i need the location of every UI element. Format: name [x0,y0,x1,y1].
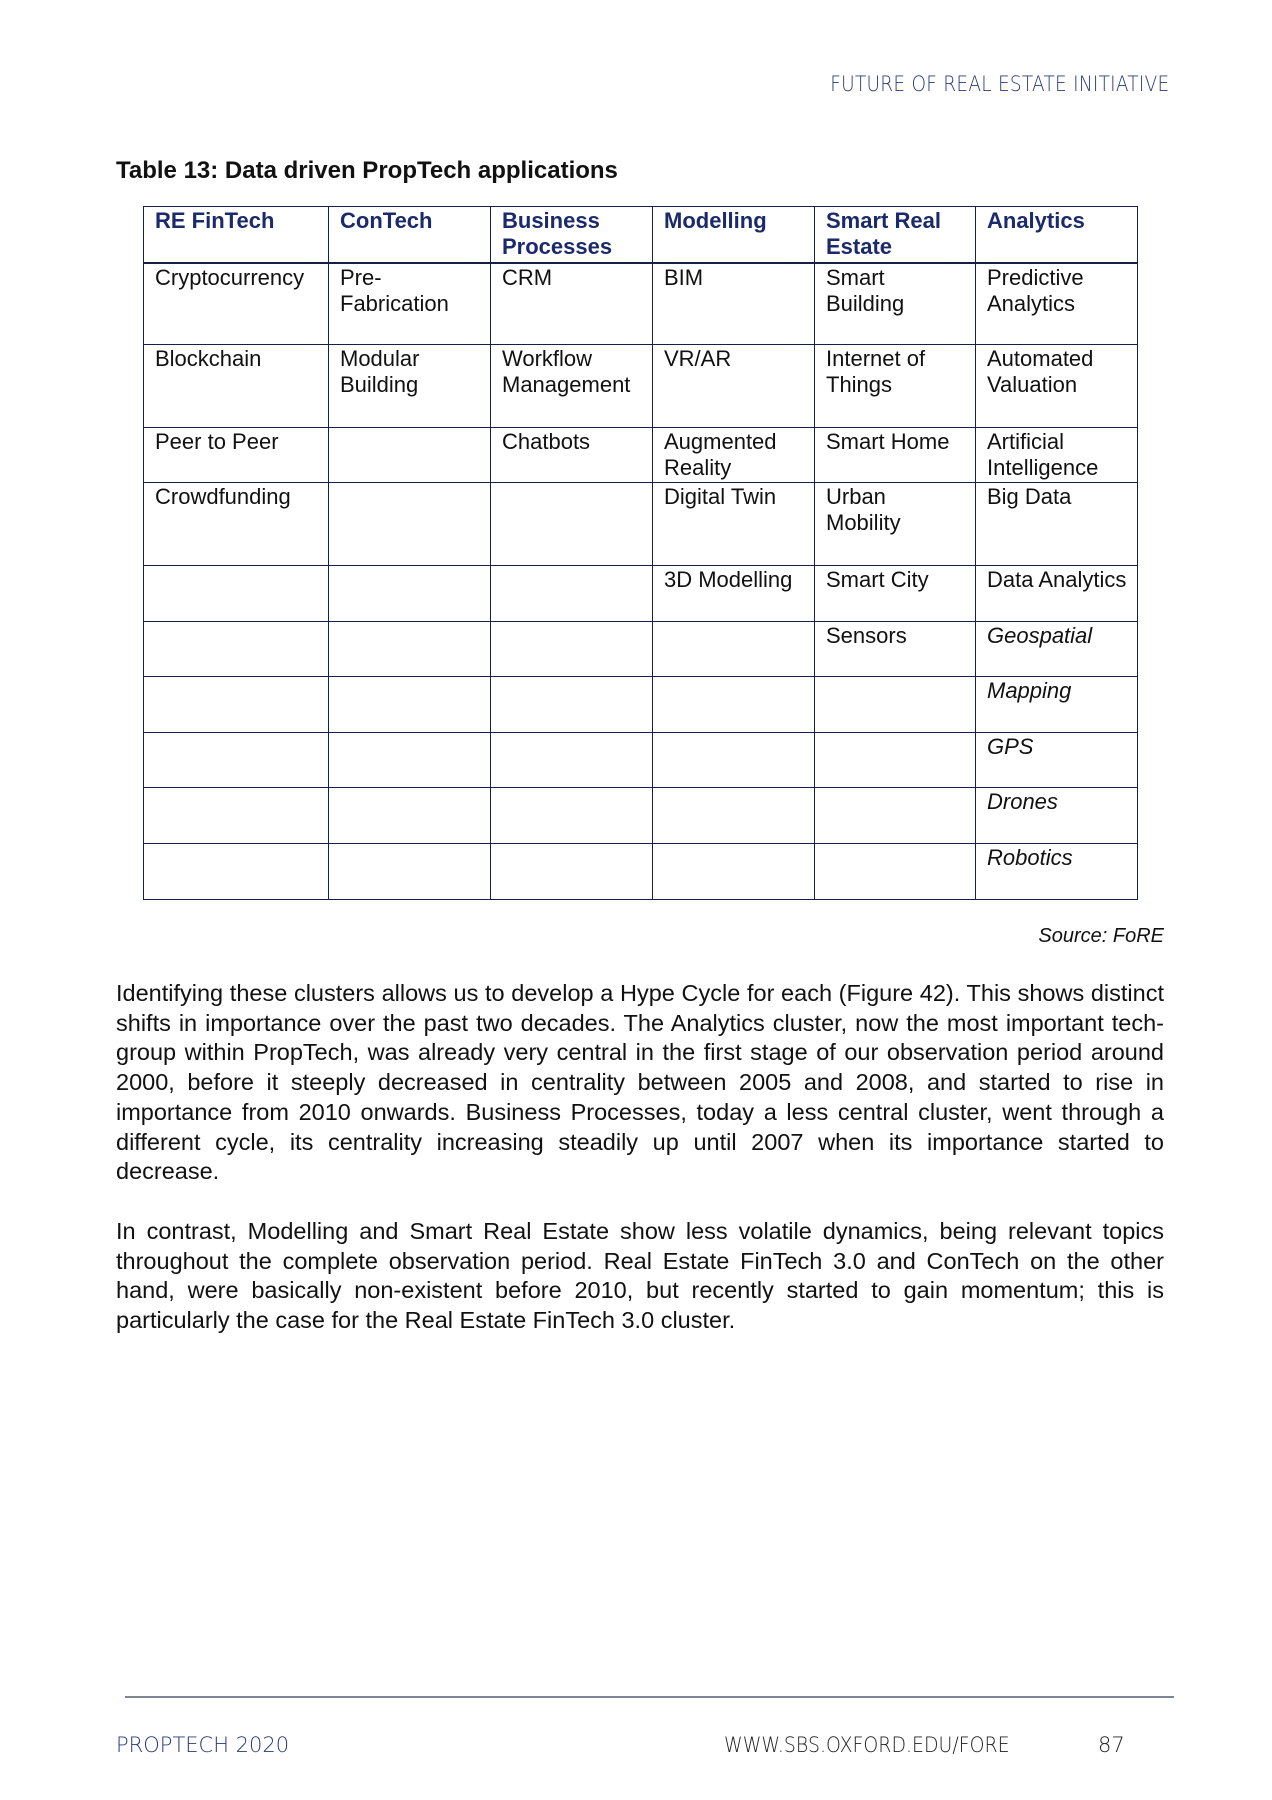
table-caption: Table 13: Data driven PropTech applications [116,157,618,184]
table-cell [653,788,815,844]
table-cell [653,844,815,900]
table-row [144,428,1138,483]
table-cell [329,566,491,622]
table-cell: Automated Valuation [976,345,1138,428]
running-header: FUTURE OF REAL ESTATE INITIATIVE [829,72,1169,96]
table-cell: Mapping [976,677,1138,733]
table-row [144,677,1138,733]
column-header: Modelling [653,207,815,263]
paragraph-1: Identifying these clusters allows us to develop a Hype Cycle for each (Figure 42). This shows distinct shifts in importance over the past two decades. The Analytics cluster, now the most important tech-group within PropTech, was already very central in the first stage of our observation period around 2000, before it steeply decreased in centrality between 2005 and 2008, and started to rise in importance from 2010 onwards. Business Processes, today a less central cluster, went through a different cycle, its centrality increasing steadily up until 2007 when its importance started to decrease. [116,980,1164,1185]
table-cell [815,677,976,733]
footer-url[interactable]: WWW.SBS.OXFORD.EDU/FORE [724,1733,1010,1757]
column-header: Analytics [976,207,1138,263]
table-cell: Internet of Things [815,345,976,428]
table-row [144,844,1138,900]
table-header-row [144,207,1138,263]
table-row [144,345,1138,428]
table-cell: Urban Mobility [815,483,976,566]
table-row [144,483,1138,566]
table-cell [653,677,815,733]
table-cell [815,733,976,788]
table-cell: Data Analytics [976,566,1138,622]
table-cell: Big Data [976,483,1138,566]
table-row [144,566,1138,622]
table-cell [815,844,976,900]
table-cell: 3D Modelling [653,566,815,622]
table-cell [329,622,491,677]
table-cell [491,566,653,622]
table-cell: Smart Building [815,263,976,345]
table-cell [144,844,329,900]
column-header: RE FinTech [144,207,329,263]
paragraph-2: In contrast, Modelling and Smart Real Estate show less volatile dynamics, being relevant topics throughout the complete observation period. Real Estate FinTech 3.0 and ConTech on the other hand, were basically non-existent before 2010, but recently started to gain momentum; this is particularly the case for the Real Estate FinTech 3.0 cluster. [116,1218,1164,1334]
table-cell [329,788,491,844]
table-row [144,733,1138,788]
table-cell: Digital Twin [653,483,815,566]
table-cell: Modular Building [329,345,491,428]
table-cell: Workflow Management [491,345,653,428]
table-row [144,788,1138,844]
table-cell: Chatbots [491,428,653,483]
table-cell: Blockchain [144,345,329,428]
table-cell [144,566,329,622]
table-cell [329,677,491,733]
table-cell: Crowdfunding [144,483,329,566]
table-cell [491,733,653,788]
table-cell: GPS [976,733,1138,788]
table-cell [653,622,815,677]
table-cell [491,622,653,677]
table-cell: Predictive Analytics [976,263,1138,345]
column-header: ConTech [329,207,491,263]
table-cell [329,428,491,483]
table-cell: Sensors [815,622,976,677]
table-cell: VR/AR [653,345,815,428]
table-cell: Augmented Reality [653,428,815,483]
table-cell [491,483,653,566]
table-row [144,622,1138,677]
table-cell: CRM [491,263,653,345]
table-cell [815,788,976,844]
table-cell: Pre-Fabrication [329,263,491,345]
table-cell: Smart City [815,566,976,622]
table-row [144,263,1138,345]
table-cell [653,733,815,788]
table-cell [144,677,329,733]
proptech-applications-table [143,206,1138,900]
table-cell: Smart Home [815,428,976,483]
table-source: Source: FoRE [1038,925,1164,947]
footer-divider [125,1696,1174,1698]
table-cell [144,733,329,788]
table-cell: Drones [976,788,1138,844]
column-header: Business Processes [491,207,653,263]
table-cell [329,733,491,788]
table-cell [329,483,491,566]
table-cell [491,844,653,900]
table-cell [491,788,653,844]
table-cell [491,677,653,733]
table-cell [144,788,329,844]
column-header: Smart Real Estate [815,207,976,263]
table-cell: Geospatial [976,622,1138,677]
footer-publication: PROPTECH 2020 [116,1733,290,1757]
table-cell [329,844,491,900]
table-cell: Cryptocurrency [144,263,329,345]
table-cell: Artificial Intelligence [976,428,1138,483]
page-number: 87 [1098,1733,1125,1757]
table-cell [144,622,329,677]
table-cell: BIM [653,263,815,345]
table-cell: Robotics [976,844,1138,900]
table-cell: Peer to Peer [144,428,329,483]
